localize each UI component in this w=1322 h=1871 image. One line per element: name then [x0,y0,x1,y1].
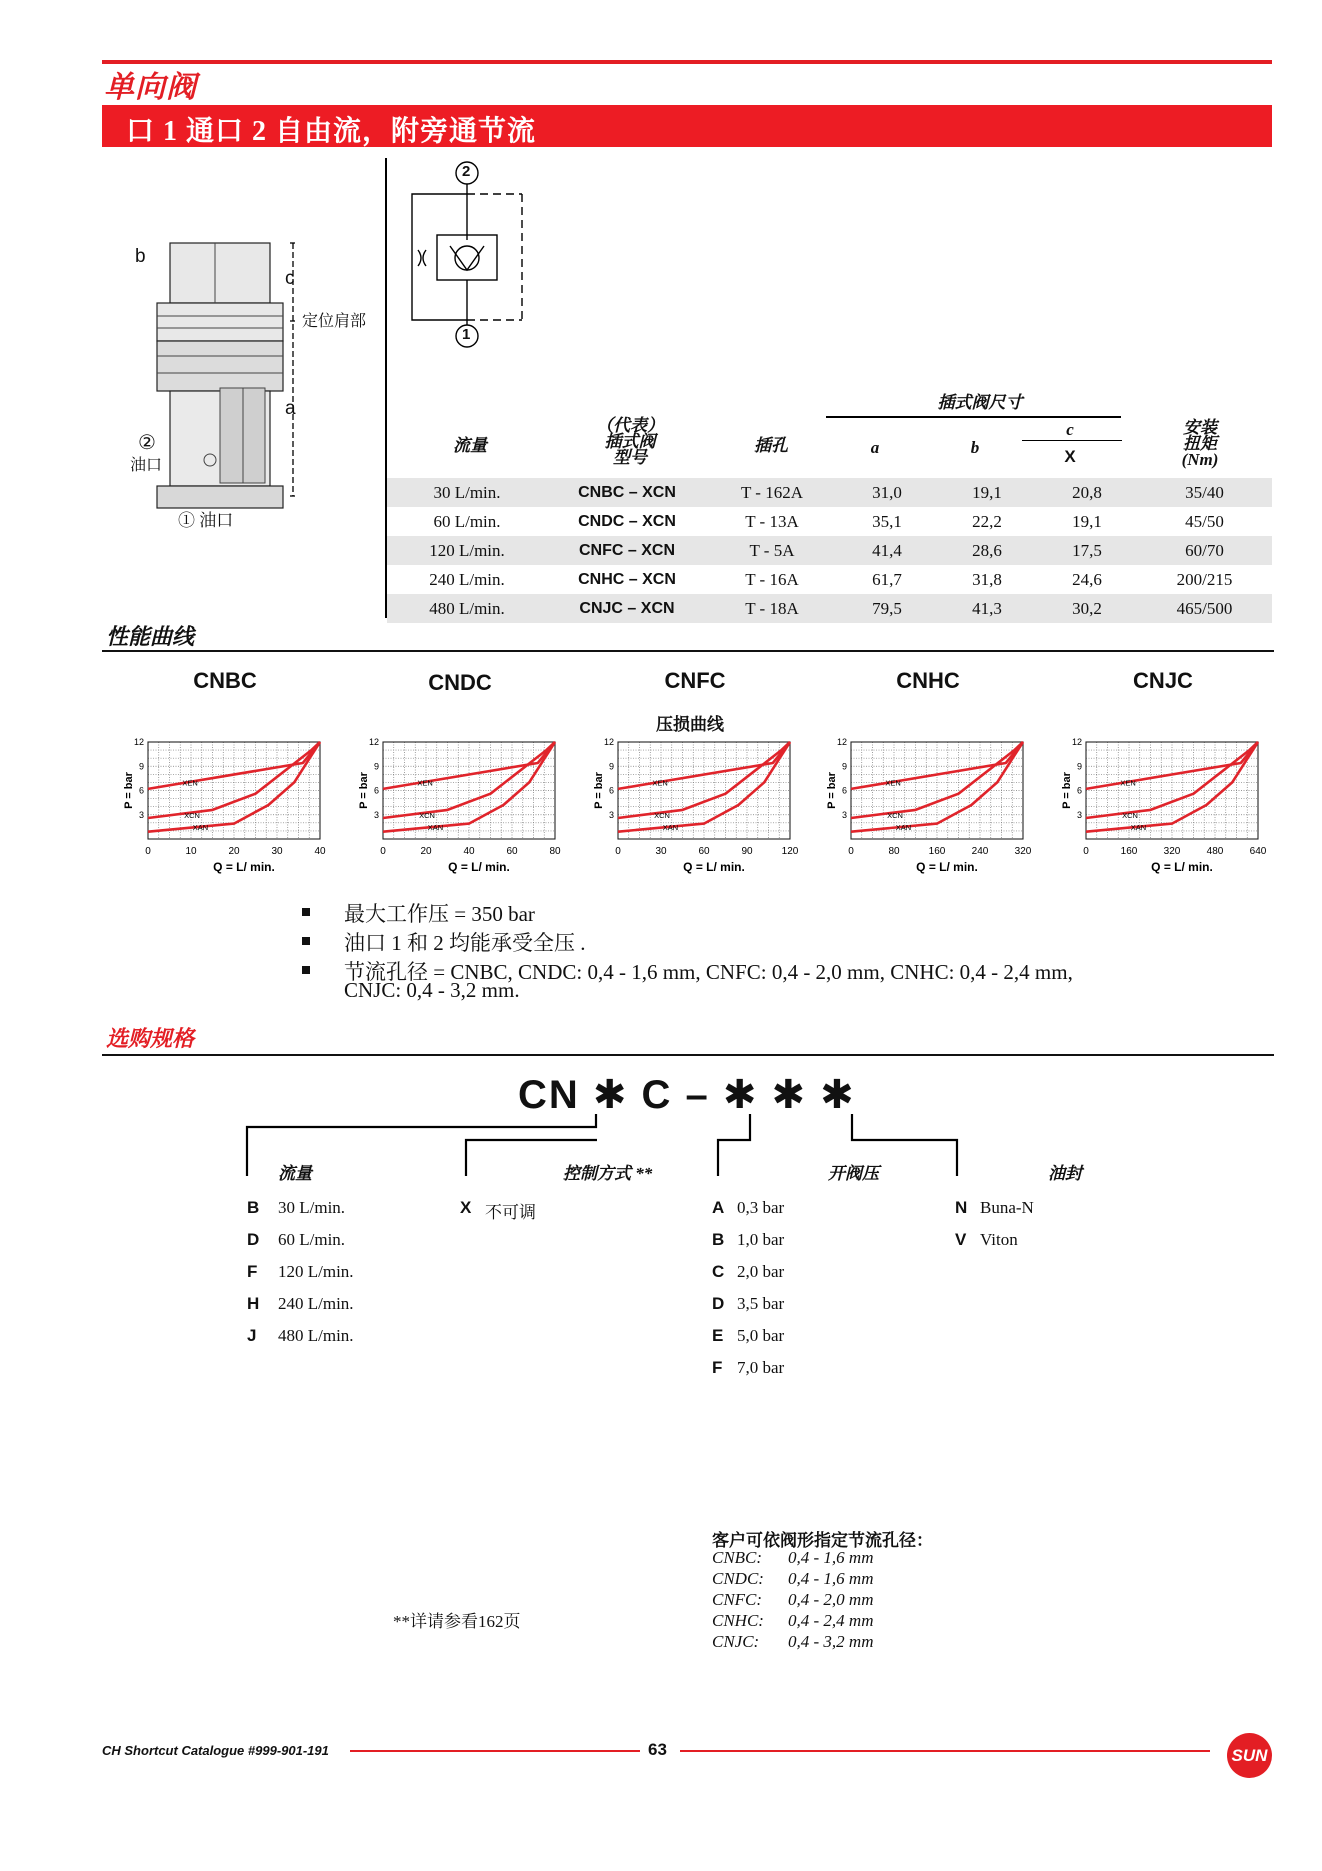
series-label: XEN [652,778,668,788]
x-tick-label: 30 [655,846,667,857]
series-label: XAN [427,823,444,833]
note-max-pressure: 最大工作压 = 350 bar [344,902,535,926]
cell-cx: 17,5 [1037,536,1137,565]
y-axis-label: P = bar [123,772,135,809]
th-cavity-dims: 插式阀尺寸 [937,393,1023,412]
x-tick-label: 0 [848,846,854,857]
bullet [302,937,310,945]
table-row [387,478,1272,507]
port1-label: ① 油口 [178,511,234,530]
option-code: E [712,1326,724,1345]
series-label: XCN [184,810,200,820]
performance-title: 性能曲线 [106,624,195,649]
y-tick-label: 6 [138,785,144,796]
series-label: XCN [1122,810,1138,820]
dim-c-label: c [285,268,295,289]
table-row [387,594,1272,623]
option-text: 60 L/min. [278,1230,346,1249]
x-tick-label: 60 [698,846,710,857]
orifice-model: CNDC: [712,1569,764,1588]
orifice-title: 客户可依阀形指定节流孔径： [712,1531,933,1550]
cell-cavity: T - 5A [707,536,837,565]
y-tick-label: 3 [608,809,614,820]
cell-a: 31,0 [837,478,937,507]
orifice-model: CNJC: [712,1632,760,1651]
y-tick-label: 6 [841,785,847,796]
spec-table [387,478,1272,623]
option-code: F [712,1358,723,1377]
y-tick-label: 12 [836,737,847,747]
note-orifice: 节流孔径 = CNBC, CNDC: 0,4 - 1,6 mm, CNFC: 0,4 - 2,0 mm, CNHC: 0,4 - 2,4 mm, [344,960,1073,984]
x-tick-label: 40 [314,846,326,857]
cell-model: CNFC – XCN [547,536,707,565]
th-c-rule [1022,440,1122,441]
cell-b: 28,6 [937,536,1037,565]
option-code: C [712,1262,725,1281]
chart-title: CNHC [896,668,960,693]
th-a: a [870,438,880,457]
y-tick-label: 6 [373,785,379,796]
th-torque: 安装 扭矩 (Nm) [1181,418,1219,469]
chart-title: CNDC [428,670,492,695]
cell-flow: 120 L/min. [387,536,547,565]
footer-catalogue: CH Shortcut Catalogue #999-901-191 [102,1743,329,1758]
header-rule [102,60,1272,64]
chart-cnfc [590,735,800,875]
x-axis-label: Q = L/ min. [213,860,275,874]
y-tick-label: 12 [368,737,379,747]
series-label: XCN [887,810,903,820]
cell-torque: 200/215 [1176,569,1233,589]
series-label: XCN [654,810,670,820]
x-tick-label: 20 [420,846,432,857]
y-tick-label: 9 [1076,761,1082,772]
series-label: XCN [419,810,435,820]
cell-cx: 19,1 [1072,511,1102,531]
option-text: 0,3 bar [737,1198,785,1217]
chart-cndc [355,735,565,875]
th-group-rule [826,416,1121,418]
option-text: 480 L/min. [278,1326,354,1345]
cell-torque: 35/40 [1137,478,1272,507]
chart-title: CNBC [193,668,257,693]
x-tick-label: 10 [185,846,197,857]
cell-model: CNBC – XCN [547,478,707,507]
y-tick-label: 6 [1076,785,1082,796]
model-code: CN ✱ C – ✱ ✱ ✱ [518,1073,856,1117]
table-row [387,536,1272,565]
th-b: b [970,438,980,457]
y-tick-label: 12 [1071,737,1082,747]
subtitle-bar [102,105,1272,147]
orifice-range: 0,4 - 1,6 mm [788,1569,874,1588]
orifice-model: CNBC: [712,1548,763,1567]
series-title: 单向阀 [104,71,197,104]
series-label: XEN [1120,778,1136,788]
performance-rule [102,650,1274,652]
ordering-group-title: 开阀压 [828,1164,879,1183]
y-tick-label: 3 [841,809,847,820]
x-tick-label: 40 [463,846,475,857]
cell-flow: 60 L/min. [433,511,501,531]
chart-cnbc [120,735,330,875]
orifice-range: 0,4 - 2,0 mm [788,1590,874,1609]
y-axis-label: P = bar [593,772,605,809]
series-label: XEN [417,778,433,788]
cell-cavity: T - 162A [707,478,837,507]
chart-title: CNFC [664,668,726,693]
option-code: B [247,1198,260,1217]
cell-torque: 45/50 [1185,511,1224,531]
y-axis-label: P = bar [358,772,370,809]
option-text: 7,0 bar [737,1358,785,1377]
th-model: （代表） 插式阀 型号 [596,416,664,467]
th-cavity: 插孔 [754,436,788,455]
cell-cavity: T - 16A [745,569,799,589]
chart-cnjc [1058,735,1268,875]
page-number: 63 [648,1740,667,1759]
cell-flow: 30 L/min. [387,478,547,507]
cell-a: 35,1 [872,511,902,531]
th-c: c [1066,420,1074,439]
note-ports: 油口 1 和 2 均能承受全压 . [344,931,586,955]
x-tick-label: 20 [228,846,240,857]
y-tick-label: 12 [133,737,144,747]
y-axis-label: P = bar [826,772,838,809]
option-code: X [460,1198,472,1217]
option-text: 240 L/min. [278,1294,354,1313]
x-tick-label: 0 [145,846,151,857]
cell-b: 19,1 [937,478,1037,507]
series-label: XAN [1130,823,1147,833]
x-tick-label: 0 [615,846,621,857]
ordering-group-title: 控制方式 ** [563,1164,653,1183]
orifice-range: 0,4 - 1,6 mm [788,1548,874,1567]
y-tick-label: 3 [1076,809,1082,820]
footnote: **详请参看162页 [393,1612,521,1631]
subtitle: 口 1 通口 2 自由流，附旁通节流 [126,116,537,147]
orifice-model: CNHC: [712,1611,764,1630]
x-axis-label: Q = L/ min. [683,860,745,874]
cartridge-cutaway-drawing [125,228,385,528]
x-tick-label: 60 [506,846,518,857]
option-text: 3,5 bar [737,1294,785,1313]
series-label: XEN [182,778,198,788]
footer-rule-left [350,1750,640,1752]
cell-torque: 465/500 [1137,594,1272,623]
series-label: XAN [662,823,679,833]
option-text: 5,0 bar [737,1326,785,1345]
symbol-port2: 2 [462,163,471,180]
x-tick-label: 160 [928,846,946,857]
port2-label: 油口 [130,457,163,474]
cell-b: 41,3 [937,594,1037,623]
chart-title: CNJC [1133,668,1193,693]
cell-a: 79,5 [837,594,937,623]
option-text: 不可调 [485,1203,536,1222]
x-tick-label: 160 [1120,846,1138,857]
cell-flow: 240 L/min. [429,569,505,589]
y-tick-label: 9 [373,761,379,772]
ordering-title: 选购规格 [106,1026,195,1051]
x-tick-label: 80 [888,846,900,857]
x-tick-label: 0 [1083,846,1089,857]
option-code: J [247,1326,257,1345]
cell-model: CNDC – XCN [578,512,676,530]
option-text: Buna-N [980,1198,1034,1217]
x-tick-label: 320 [1014,846,1032,857]
x-tick-label: 90 [741,846,753,857]
ordering-rule [102,1054,1274,1056]
y-tick-label: 9 [608,761,614,772]
table-row [387,565,1272,594]
option-code: D [712,1294,725,1313]
x-tick-label: 30 [271,846,283,857]
x-axis-label: Q = L/ min. [448,860,510,874]
x-tick-label: 640 [1249,846,1267,857]
cell-cavity: T - 18A [707,594,837,623]
y-tick-label: 3 [373,809,379,820]
x-axis-label: Q = L/ min. [1151,860,1213,874]
cell-a: 61,7 [872,569,902,589]
ordering-group-title: 流量 [278,1164,312,1183]
table-row [387,507,1272,536]
cell-model: CNHC – XCN [578,570,676,588]
option-text: 120 L/min. [278,1262,354,1281]
orifice-range: 0,4 - 2,4 mm [788,1611,874,1630]
cell-model: CNJC – XCN [547,594,707,623]
hydraulic-symbol [400,160,550,350]
option-code: A [712,1198,725,1217]
cell-a: 41,4 [837,536,937,565]
x-tick-label: 480 [1206,846,1224,857]
curve-title: 压损曲线 [656,715,724,734]
ordering-group-title: 油封 [1048,1164,1082,1183]
y-tick-label: 6 [608,785,614,796]
footer-rule-right [680,1750,1210,1752]
option-text: Viton [980,1230,1018,1249]
chart-cnhc [823,735,1033,875]
series-label: XAN [192,823,209,833]
th-x: X [1064,447,1076,466]
x-axis-label: Q = L/ min. [916,860,978,874]
x-tick-label: 320 [1163,846,1181,857]
orifice-range: 0,4 - 3,2 mm [788,1632,874,1651]
y-tick-label: 9 [841,761,847,772]
port2-number: ② [138,432,156,454]
symbol-port1: 1 [462,326,471,343]
series-label: XEN [885,778,901,788]
y-tick-label: 12 [603,737,614,747]
option-code: B [712,1230,725,1249]
dim-a-label: a [285,398,296,419]
y-axis-label: P = bar [1061,772,1073,809]
option-code: V [955,1230,967,1249]
shoulder-label: 定位肩部 [302,313,367,330]
cell-b: 22,2 [972,511,1002,531]
bullet [302,908,310,916]
option-code: D [247,1230,260,1249]
x-tick-label: 120 [781,846,799,857]
x-tick-label: 80 [549,846,561,857]
option-text: 30 L/min. [278,1198,346,1217]
cell-cx: 30,2 [1037,594,1137,623]
cell-torque: 60/70 [1137,536,1272,565]
cell-flow: 480 L/min. [387,594,547,623]
option-code: H [247,1294,260,1313]
y-tick-label: 9 [138,761,144,772]
cell-cx: 24,6 [1072,569,1102,589]
orifice-model: CNFC: [712,1590,763,1609]
y-tick-label: 3 [138,809,144,820]
th-flow: 流量 [453,436,487,455]
x-tick-label: 240 [971,846,989,857]
note-orifice-cont: CNJC: 0,4 - 3,2 mm. [344,978,520,1002]
option-text: 1,0 bar [737,1230,785,1249]
option-text: 2,0 bar [737,1262,785,1281]
series-label: XAN [895,823,912,833]
cell-cavity: T - 13A [745,511,799,531]
bullet [302,966,310,974]
cell-cx: 20,8 [1037,478,1137,507]
sun-logo: SUN [1227,1733,1272,1778]
option-code: F [247,1262,258,1281]
x-tick-label: 0 [380,846,386,857]
option-code: N [955,1198,968,1217]
dim-b-label: b [135,246,146,267]
cell-b: 31,8 [972,569,1002,589]
